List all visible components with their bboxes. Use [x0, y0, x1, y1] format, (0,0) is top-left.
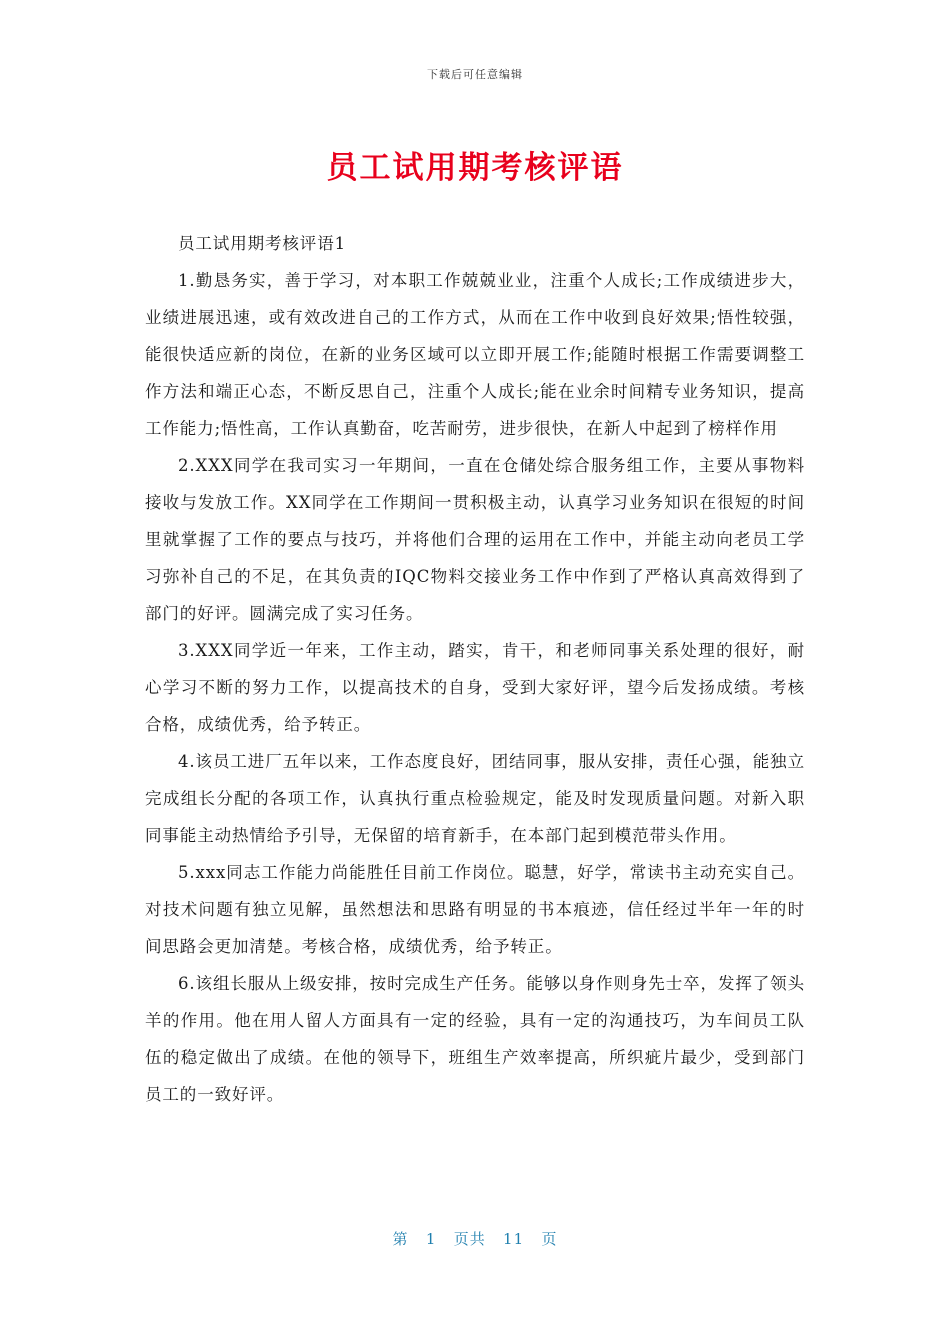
page-suffix: 页 — [541, 1230, 558, 1248]
paragraph-4: 4.该员工进厂五年以来，工作态度良好，团结同事，服从安排，责任心强，能独立完成组长分配的各项工作，认真执行重点检验规定，能及时发现质量问题。对新入职同事能主动热情给予引导，无保留的培育新手，在本部门起到模范带头作用。 — [145, 752, 805, 845]
page-total: 11 — [503, 1230, 525, 1248]
paragraph-2: 2.XXX同学在我司实习一年期间，一直在仓储处综合服务组工作，主要从事物料接收与发放工作。XX同学在工作期间一贯积极主动，认真学习业务知识在很短的时间里就掌握了工作的要点与技巧，并将他们合理的运用在工作中，并能主动向老员工学习弥补自己的不足，在其负责的IQC物料交接业务工作中作到了严格认真高效得到了部门的好评。圆满完成了实习任务。 — [145, 456, 805, 623]
document-body — [145, 225, 805, 1113]
section-subtitle: 员工试用期考核评语1 — [178, 234, 346, 253]
document-title: 员工试用期考核评语 — [326, 150, 624, 186]
paragraph-3: 3.XXX同学近一年来，工作主动，踏实，肯干，和老师同事关系处理的很好，耐心学习不断的努力工作，以提高技术的自身，受到大家好评，望今后发扬成绩。考核合格，成绩优秀，给予转正。 — [145, 641, 805, 734]
page-footer — [0, 1228, 950, 1249]
page-middle: 页共 — [453, 1230, 486, 1248]
header-note: 下载后可任意编辑 — [427, 68, 523, 81]
paragraph-1: 1.勤恳务实，善于学习，对本职工作兢兢业业，注重个人成长;工作成绩进步大，业绩进展迅速，或有效改进自己的工作方式，从而在工作中收到良好效果;悟性较强，能很快适应新的岗位，在新的业务区域可以立即开展工作;能随时根据工作需要调整工作方法和端正心态，不断反思自己，注重个人成长;能在业余时间精专业务知识，提高工作能力;悟性高，工作认真勤奋，吃苦耐劳，进步很快，在新人中起到了榜样作用 — [145, 271, 805, 438]
paragraph-6: 6.该组长服从上级安排，按时完成生产任务。能够以身作则身先士卒，发挥了领头羊的作用。他在用人留人方面具有一定的经验，具有一定的沟通技巧，为车间员工队伍的稳定做出了成绩。在他的领导下，班组生产效率提高，所织疵片最少，受到部门员工的一致好评。 — [145, 974, 805, 1104]
page-prefix: 第 — [392, 1230, 409, 1248]
page-current: 1 — [425, 1230, 437, 1248]
paragraph-5: 5.xxx同志工作能力尚能胜任目前工作岗位。聪慧，好学，常读书主动充实自己。对技术问题有独立见解，虽然想法和思路有明显的书本痕迹，信任经过半年一年的时间思路会更加清楚。考核合格，成绩优秀，给予转正。 — [145, 863, 805, 956]
